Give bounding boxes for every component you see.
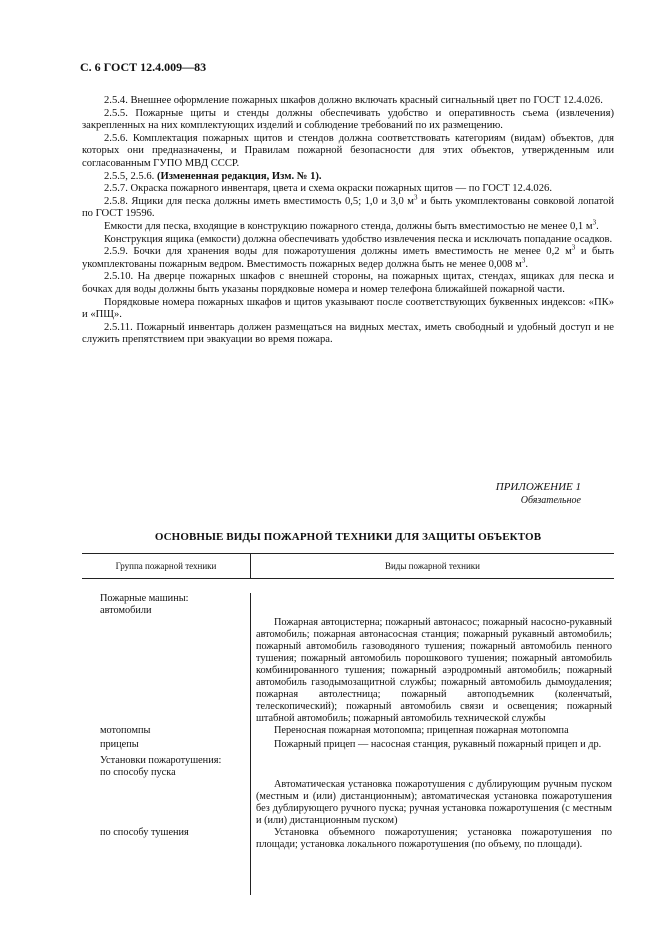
superscript: 3 <box>413 193 418 202</box>
table-title: ОСНОВНЫЕ ВИДЫ ПОЖАРНОЙ ТЕХНИКИ ДЛЯ ЗАЩИТЫ ОБЪЕКТОВ <box>154 531 542 543</box>
table-row <box>82 755 614 767</box>
appendix-title: ПРИЛОЖЕНИЕ 1 <box>495 481 581 493</box>
paragraph <box>82 193 614 221</box>
text-run: . <box>596 220 599 232</box>
column-divider <box>250 593 251 895</box>
page-header: С. 6 ГОСТ 12.4.009—83 <box>80 60 207 74</box>
table-row <box>82 725 614 737</box>
superscript: 3 <box>521 256 526 265</box>
body-text <box>82 95 614 347</box>
text-run: и быть укомплектованы пожарным ведром. Вместимость пожарных ведер должна быть не менее 0,008 м <box>82 246 615 270</box>
group-cell: Установки пожаротушения: <box>100 755 222 766</box>
kinds-text: Переносная пожарная мотопомпа; прицепная пожарная мотопомпа <box>274 725 569 736</box>
kinds-text: Пожарная автоцистерна; пожарный автонасос; пожарный насосно-рукавный автомобиль; пожарная автонасосная станция; пожарный рукавный автомобиль; пожарный автомобиль газоводяного тушения; пожарный автомобиль пенного тушения; пожарный автомобиль порошкового тушения; пожарный автомобиль комбинированного тушения; пожарный аэродромный автомобиль; пожарный автомобиль газодымозащитной службы; пожарный автомобиль дымоудаления; пожарная автолестница; пожарный автоподъемник (коленчатый, телескопический); пожарный автомобиль связи и освещения; пожарный штабной автомобиль; пожарный автомобиль технической службы <box>256 617 612 724</box>
kinds-text: Пожарный прицеп — насосная станция, рукавный пожарный прицеп и др. <box>274 739 602 750</box>
table-row <box>82 593 614 605</box>
text-run: 2.5.8. Ящики для песка должны иметь вместимость 0,5; 1,0 и 3,0 м <box>104 195 414 207</box>
kinds-cell <box>250 739 614 751</box>
kinds-cell <box>250 827 614 851</box>
kinds-cell <box>250 767 614 827</box>
group-cell: мотопомпы <box>100 725 151 736</box>
kinds-cell <box>250 593 614 605</box>
table-row <box>82 827 614 851</box>
group-cell: автомобили <box>100 605 152 616</box>
text-run: . <box>525 258 528 270</box>
superscript: 3 <box>592 218 597 227</box>
text-run: и быть укомплектованы совковой лопатой по ГОСТ 19596. <box>82 195 614 220</box>
table-row <box>82 767 614 827</box>
paragraph: Конструкция ящика (емкости) должна обеспечивать удобство извлечения песка и исключать попадание осадков. <box>104 233 613 245</box>
paragraph: 2.5.5. Пожарные щиты и стенды должны обеспечивать удобство и оперативность съема (извлечения) закрепленных на них комплектующих изделий и соблюдение требований по их размещению. <box>82 107 614 132</box>
table-row <box>82 739 614 751</box>
group-cell: прицепы <box>100 739 139 750</box>
amendment-note: (Измененная редакция, Изм. № 1). <box>156 170 322 182</box>
header-kinds-column: Виды пожарной техники <box>384 561 480 571</box>
clause-refs: 2.5.5, 2.5.6. <box>104 170 155 182</box>
paragraph: 2.5.7. Окраска пожарного инвентаря, цвета и схема окраски пожарных щитов — по ГОСТ 12.4.026. <box>104 183 552 195</box>
paragraph-amendment <box>82 171 614 184</box>
text-run: Емкости для песка, входящие в конструкцию пожарного стенда, должны быть вместимостью не менее 0,1 м <box>104 220 593 232</box>
kinds-cell <box>250 755 614 767</box>
appendix-label <box>496 480 581 508</box>
paragraph: 2.5.11. Пожарный инвентарь должен размещаться на видных местах, иметь свободный и удобный доступ и не служить препятствием при эвакуации во время пожара. <box>82 321 614 346</box>
group-cell: по способу тушения <box>100 827 189 838</box>
paragraph <box>82 243 615 271</box>
paragraph: 2.5.4. Внешнее оформление пожарных шкафов должно включать красный сигнальный цвет по ГОСТ 12.4.026. <box>104 95 603 106</box>
group-cell: по способу пуска <box>100 767 176 778</box>
kinds-text: Установка объемного пожаротушения; установка пожаротушения по площади; установка локального пожаротушения (по объему, по площади). <box>256 827 612 850</box>
paragraph <box>82 218 614 234</box>
equipment-table <box>82 553 614 851</box>
table-header <box>82 553 614 579</box>
kinds-cell <box>250 725 614 737</box>
table-row <box>82 605 614 725</box>
paragraph: 2.5.10. На дверце пожарных шкафов с внешней стороны, на пожарных щитах, стендах, ящиках для песка и бочках для воды должны быть указаны порядковые номера и номер телефона ближайшей пожарной части. <box>82 271 614 295</box>
paragraph: 2.5.6. Комплектация пожарных щитов и стендов должна соответствовать категориям (видам) объектов, для которых они предназначены, и Правилам пожарной безопасности для этих объектов, утвержденным или согласованным ГУПО МВД СССР. <box>82 132 614 169</box>
group-cell: Пожарные машины: <box>100 593 189 604</box>
appendix-status: Обязательное <box>520 495 581 506</box>
header-group-column: Группа пожарной техники <box>82 554 251 578</box>
text-run: 2.5.9. Бочки для хранения воды для пожаротушения должны иметь вместимость не менее 0,2 м <box>104 246 572 258</box>
superscript: 3 <box>571 243 576 252</box>
table-body <box>82 593 614 851</box>
kinds-cell <box>250 605 614 725</box>
paragraph: Порядковые номера пожарных шкафов и щитов указывают после соответствующих буквенных индексов: «ПК» и «ПЩ». <box>82 296 614 321</box>
kinds-text: Автоматическая установка пожаротушения с дублирующим ручным пуском (местным и (или) дистанционным); автоматическая установка пожаротушения без дублирующего ручного пуска; ручная установка пожаротушения (с местным и (или) дистанционным пуском) <box>256 779 612 826</box>
